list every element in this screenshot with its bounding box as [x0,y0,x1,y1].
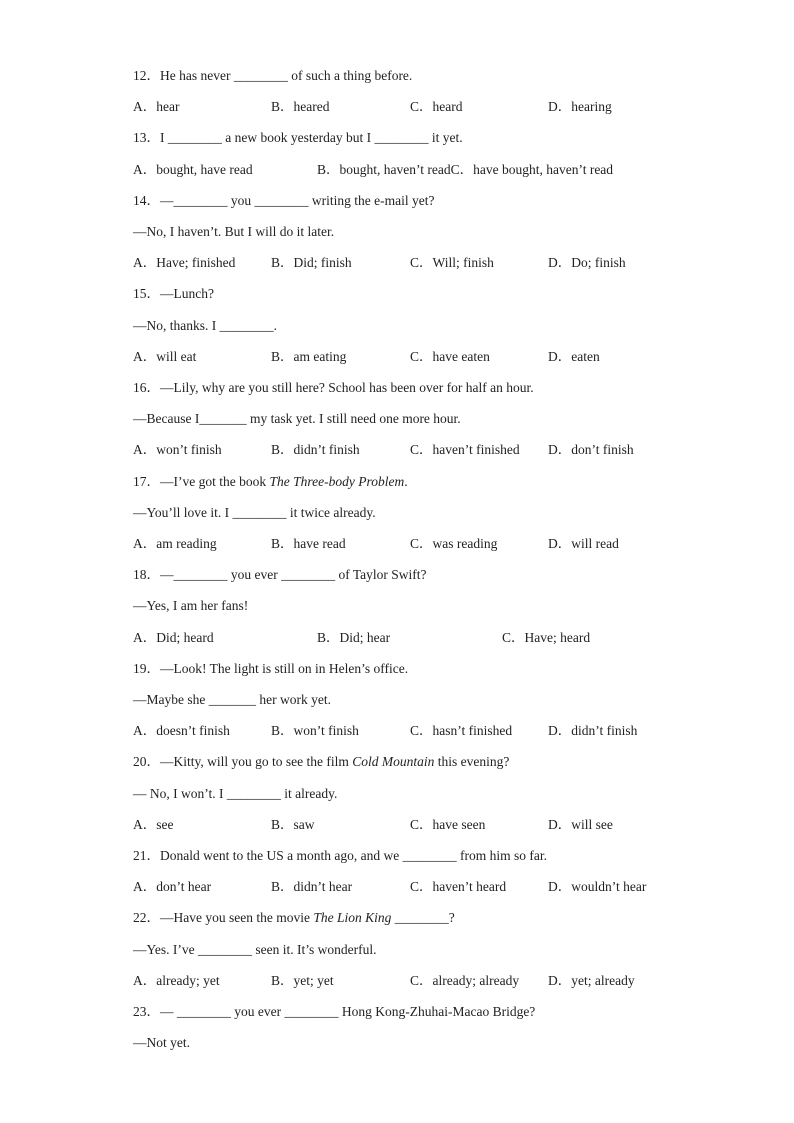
options-line [0,347,794,367]
answer-option: B．didn’t finish [271,442,360,458]
answer-option: C．hasn’t finished [410,723,513,739]
question-text [133,784,337,804]
question-text [133,752,509,772]
text-run: 18．—________ you ever ________ of Taylor Swift? [133,567,427,583]
text-run: 19．—Look! The light is still on in Helen’s office. [133,660,409,676]
text-run: —You’ll love it. I ________ it twice already. [133,504,376,520]
text-run: 12．He has never ________ of such a thing before. [133,68,413,83]
text-run: —Because I_______ my task yet. I still need one more hour. [133,411,461,427]
question-line [0,1002,794,1022]
question-text [133,409,461,429]
text-run: 14．—________ you ________ writing the e-mail yet? [133,192,435,208]
text-run: ________? [391,910,455,926]
question-text [133,690,331,710]
text-run: —No, I haven’t. But I will do it later. [133,224,335,239]
question-line [0,284,794,304]
options-line [0,97,794,117]
answer-option: B．heared [271,99,330,115]
text-run: 21．Donald went to the US a month ago, and we ________ from him so far. [133,848,547,863]
answer-option: D．don’t finish [548,442,634,458]
question-line [0,503,794,523]
question-text [133,596,248,616]
question-line [0,472,794,492]
question-line [0,784,794,804]
answer-option: D．yet; already [548,972,635,988]
question-line [0,409,794,429]
text-run: this evening? [434,754,510,770]
question-text [133,472,408,492]
text-run: —Yes, I am her fans! [133,598,249,614]
answer-option: B．have read [271,536,346,551]
question-line [0,596,794,616]
options-line [0,160,794,180]
question-text [133,222,334,242]
question-line [0,565,794,585]
question-text [133,503,376,523]
italic-title: Cold Mountain [352,754,435,770]
question-line [0,752,794,772]
question-text [133,284,214,304]
options-line [0,815,794,835]
answer-option: D．eaten [548,348,600,364]
answer-option: C．already; already [410,972,520,988]
options-line [0,440,794,460]
text-run: 20．—Kitty, will you go to see the film [133,754,353,770]
question-text [133,66,412,86]
answer-option: B．saw [271,816,315,832]
text-run: 13．I ________ a new book yesterday but I ________ it yet. [133,130,463,146]
question-line [0,846,794,866]
answer-option: A．see [133,816,174,832]
question-line [0,191,794,211]
answer-option: A．will eat [133,348,197,364]
answer-option: A．already; yet [133,972,220,988]
answer-option: A．hear [133,99,180,115]
answer-option: D．wouldn’t hear [548,879,647,895]
question-text [133,128,463,148]
question-text [133,659,408,679]
text-run: . [404,473,408,489]
answer-option: B．didn’t hear [271,879,353,895]
text-run: —Yes. I’ve ________ seen it. It’s wonderful. [133,941,377,957]
question-text [133,316,277,336]
question-line [0,659,794,679]
italic-title: The Lion King [313,910,392,926]
question-line [0,128,794,148]
options-line [0,628,794,648]
options-line [0,877,794,897]
question-text [133,908,455,928]
answer-option: B．Did; hear [317,629,391,645]
question-line [0,908,794,928]
question-line [0,1033,794,1053]
answer-option: C．haven’t heard [410,879,507,895]
question-line [0,316,794,336]
text-run: 23．— ________ you ever ________ Hong Kong-Zhuhai-Macao Bridge? [133,1004,536,1019]
text-run: —No, thanks. I ________. [133,317,277,333]
text-run: 16．—Lily, why are you still here? School has been over for half an hour. [133,380,534,395]
question-text [133,378,534,398]
answer-option: D．will read [548,536,619,551]
answer-option: D．didn’t finish [548,723,638,739]
answer-option: C．Have; heard [502,629,591,645]
text-run: 22．—Have you seen the movie [133,910,314,926]
options-line [0,721,794,741]
question-line [0,690,794,710]
question-text [133,191,434,211]
answer-option: A．doesn’t finish [133,723,230,739]
answer-option: A．won’t finish [133,442,222,458]
answer-option: B．bought, haven’t readC．have bought, haven’t read [317,161,614,177]
answer-option: C．haven’t finished [410,442,520,458]
answer-option: A．Did; heard [133,629,214,645]
answer-option: A．bought, have read [133,161,253,177]
text-run: 17．—I’ve got the book [133,473,270,489]
answer-option: D．hearing [548,99,612,115]
answer-option: B．am eating [271,348,347,364]
question-text [133,565,427,585]
question-text [133,1033,190,1053]
question-text [133,940,376,960]
options-line [0,971,794,991]
answer-option: C．was reading [410,536,498,551]
text-run: — No, I won’t. I ________ it already. [133,785,338,801]
answer-option: D．Do; finish [548,255,626,271]
question-text [133,846,547,866]
text-run: —Not yet. [133,1035,190,1051]
answer-option: A．Have; finished [133,255,236,271]
options-line [0,253,794,273]
options-line [0,534,794,554]
question-line [0,940,794,960]
answer-option: D．will see [548,816,613,832]
answer-option: C．have eaten [410,348,490,364]
answer-option: B．Did; finish [271,255,352,271]
text-run: 15．—Lunch? [133,286,214,302]
answer-option: C．Will; finish [410,255,494,271]
answer-option: B．won’t finish [271,723,359,739]
question-text [133,1002,535,1022]
question-line [0,378,794,398]
answer-option: C．have seen [410,816,486,832]
answer-option: A．don’t hear [133,879,212,895]
answer-option: A．am reading [133,536,217,551]
italic-title: The Three-body Problem [269,473,405,489]
text-run: —Maybe she _______ her work yet. [133,692,331,707]
answer-option: C．heard [410,99,463,115]
answer-option: B．yet; yet [271,972,334,988]
question-line [0,66,794,86]
question-line [0,222,794,242]
